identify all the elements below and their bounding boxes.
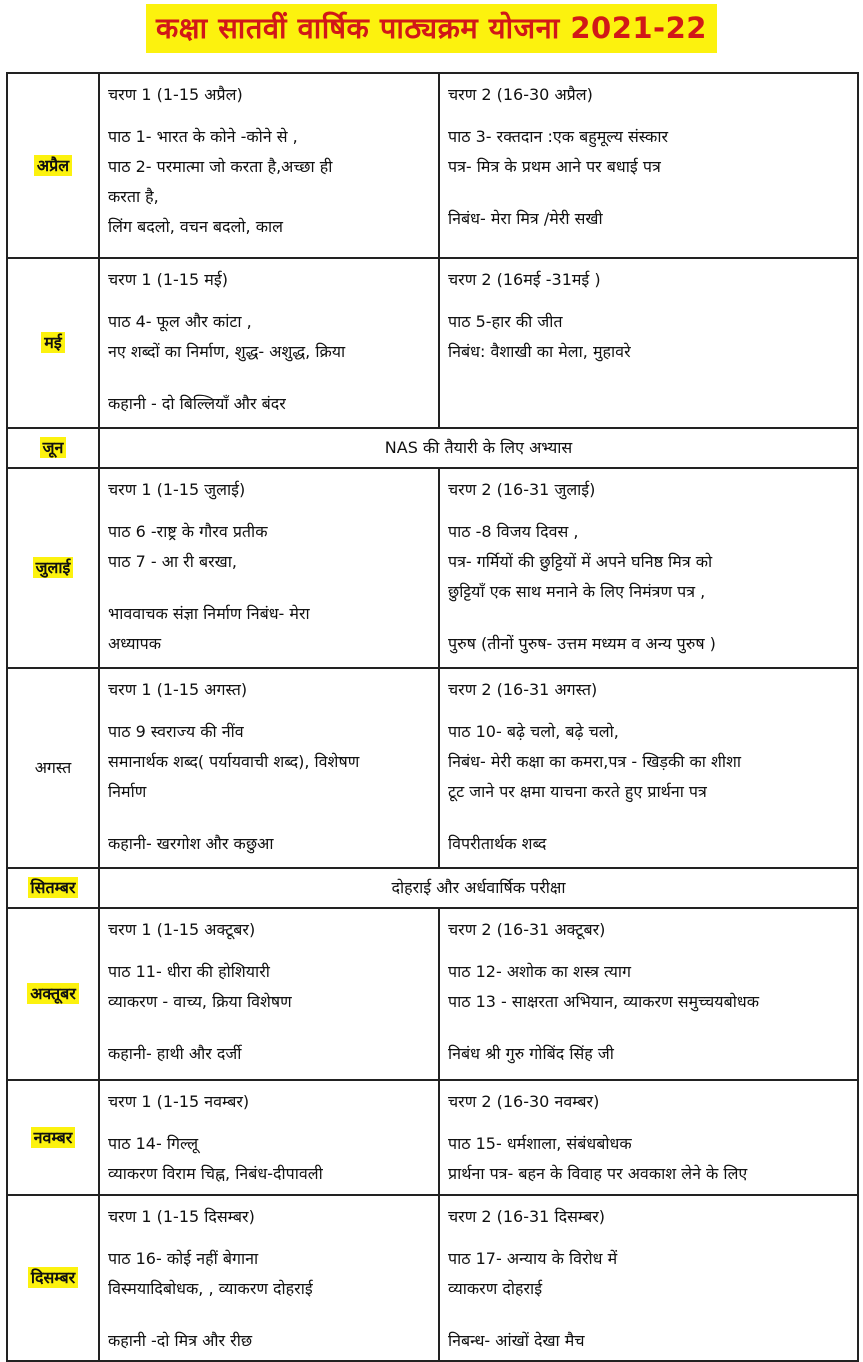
phase-1-cell — [99, 468, 439, 668]
topic-line: व्याकरण दोहराई — [448, 1279, 543, 1298]
phase-2-cell — [439, 468, 858, 668]
month-label: अप्रैल — [34, 155, 72, 176]
topic-line: पाठ 3- रक्तदान :एक बहुमूल्य संस्कार — [448, 127, 669, 146]
topic-line: कहानी- हाथी और दर्जी — [108, 1044, 242, 1063]
phase-heading: चरण 1 (1-15 अगस्त) — [108, 680, 248, 699]
topic-line: पाठ 15- धर्मशाला, संबंधबोधक — [448, 1134, 632, 1153]
phase-heading: चरण 1 (1-15 अक्टूबर) — [108, 920, 256, 939]
topic-line: अध्यापक — [108, 634, 162, 653]
topic-line: कहानी - दो बिल्लियाँ और बंदर — [108, 394, 286, 413]
topic-line: कहानी -दो मित्र और रीछ — [108, 1331, 253, 1350]
spacer — [108, 1304, 432, 1326]
topic-line: नए शब्दों का निर्माण, शुद्ध- अशुद्ध, क्रिया — [108, 342, 346, 361]
topic-line: पाठ 10- बढ़े चलो, बढ़े चलो, — [448, 722, 619, 741]
phase-2-cell — [439, 908, 858, 1080]
topic-line: पाठ 14- गिल्लू — [108, 1134, 199, 1153]
topic-line: पाठ 4- फूल और कांटा , — [108, 312, 252, 331]
topic-line: पाठ 6 -राष्ट्र के गौरव प्रतीक — [108, 522, 268, 541]
phase-1-cell — [99, 908, 439, 1080]
topic-line: निबंध- मेरा मित्र /मेरी सखी — [448, 209, 603, 228]
phase-1-cell — [99, 668, 439, 868]
topic-line: पाठ 13 - साक्षरता अभियान, व्याकरण समुच्चयबोधक — [448, 992, 759, 1011]
curriculum-table — [6, 72, 859, 1362]
topic-line: व्याकरण विराम चिह्न, निबंध-दीपावली — [108, 1164, 323, 1183]
month-label: अगस्त — [34, 758, 72, 777]
phase-heading: चरण 2 (16-30 अप्रैल) — [448, 85, 593, 104]
phase-heading: चरण 1 (1-15 मई) — [108, 270, 228, 289]
month-label: अक्तूबर — [27, 983, 79, 1004]
phase-1-cell — [99, 73, 439, 258]
month-row — [7, 428, 858, 468]
phase-1-cell — [99, 258, 439, 428]
spacer — [108, 577, 432, 599]
month-label: जुलाई — [33, 557, 74, 578]
month-cell — [7, 1080, 99, 1195]
topic-line: कहानी- खरगोश और कछुआ — [108, 834, 274, 853]
month-cell — [7, 468, 99, 668]
topic-line: व्याकरण - वाच्य, क्रिया विशेषण — [108, 992, 292, 1011]
phase-1-cell — [99, 1195, 439, 1361]
month-cell — [7, 868, 99, 908]
curriculum-table-body — [7, 73, 858, 1361]
topic-line: पाठ 12- अशोक का शस्त्र त्याग — [448, 962, 632, 981]
spacer — [448, 607, 851, 629]
phase-heading: चरण 2 (16-31 जुलाई) — [448, 480, 596, 499]
phase-heading: चरण 2 (16-30 नवम्बर) — [448, 1092, 600, 1111]
phase-heading: चरण 2 (16मई -31मई ) — [448, 270, 601, 289]
month-label: जून — [40, 437, 67, 458]
spacer — [448, 182, 851, 204]
topic-line: विस्मयादिबोधक, , व्याकरण दोहराई — [108, 1279, 313, 1298]
phase-2-cell — [439, 258, 858, 428]
topic-line: निबंध: वैशाखी का मेला, मुहावरे — [448, 342, 631, 361]
full-month-activity: दोहराई और अर्धवार्षिक परीक्षा — [99, 868, 858, 908]
topic-line: निर्माण — [108, 782, 147, 801]
topic-line: पाठ -8 विजय दिवस , — [448, 522, 579, 541]
topic-line: करता है, — [108, 187, 159, 206]
month-row — [7, 908, 858, 1080]
phase-heading: चरण 1 (1-15 नवम्बर) — [108, 1092, 250, 1111]
phase-2-cell — [439, 1080, 858, 1195]
topic-line: भाववाचक संज्ञा निर्माण निबंध- मेरा — [108, 604, 310, 623]
topic-line: निबंध- मेरी कक्षा का कमरा,पत्र - खिड़की का शीशा — [448, 752, 742, 771]
topic-line: पत्र- मित्र के प्रथम आने पर बधाई पत्र — [448, 157, 661, 176]
topic-line: पाठ 7 - आ री बरखा, — [108, 552, 237, 571]
topic-line: टूट जाने पर क्षमा याचना करते हुए प्रार्थना पत्र — [448, 782, 707, 801]
phase-1-cell — [99, 1080, 439, 1195]
title-wrap — [0, 4, 863, 53]
month-label: मई — [41, 332, 64, 353]
month-row — [7, 868, 858, 908]
phase-heading: चरण 1 (1-15 दिसम्बर) — [108, 1207, 255, 1226]
month-row — [7, 1080, 858, 1195]
spacer — [108, 1017, 432, 1039]
spacer — [448, 1017, 851, 1039]
topic-line: विपरीतार्थक शब्द — [448, 834, 547, 853]
phase-2-cell — [439, 1195, 858, 1361]
topic-line: पुरुष (तीनों पुरुष- उत्तम मध्यम व अन्य पुरुष ) — [448, 634, 716, 653]
phase-heading: चरण 1 (1-15 जुलाई) — [108, 480, 246, 499]
topic-line: पाठ 16- कोई नहीं बेगाना — [108, 1249, 259, 1268]
topic-line: निबन्ध- आंखों देखा मैच — [448, 1331, 585, 1350]
phase-heading: चरण 2 (16-31 अगस्त) — [448, 680, 598, 699]
topic-line: पाठ 5-हार की जीत — [448, 312, 563, 331]
month-cell — [7, 1195, 99, 1361]
month-row — [7, 468, 858, 668]
topic-line: प्रार्थना पत्र- बहन के विवाह पर अवकाश लेने के लिए — [448, 1164, 748, 1183]
topic-line: पत्र- गर्मियों की छुट्टियों में अपने घनिष्ठ मित्र को — [448, 552, 713, 571]
full-month-activity: NAS की तैयारी के लिए अभ्यास — [99, 428, 858, 468]
topic-line: पाठ 9 स्वराज्य की नींव — [108, 722, 244, 741]
topic-line: पाठ 2- परमात्मा जो करता है,अच्छा ही — [108, 157, 333, 176]
month-row — [7, 73, 858, 258]
spacer — [108, 367, 432, 389]
spacer — [448, 1304, 851, 1326]
topic-line: निबंध श्री गुरु गोबिंद सिंह जी — [448, 1044, 614, 1063]
spacer — [108, 807, 432, 829]
page-title: कक्षा सातवीं वार्षिक पाठ्यक्रम योजना 2021-22 — [146, 4, 717, 53]
phase-heading: चरण 2 (16-31 अक्टूबर) — [448, 920, 606, 939]
month-cell — [7, 668, 99, 868]
month-row — [7, 1195, 858, 1361]
month-row — [7, 668, 858, 868]
topic-line: लिंग बदलो, वचन बदलो, काल — [108, 217, 283, 236]
topic-line: पाठ 17- अन्याय के विरोध में — [448, 1249, 618, 1268]
phase-heading: चरण 2 (16-31 दिसम्बर) — [448, 1207, 606, 1226]
topic-line: पाठ 1- भारत के कोने -कोने से , — [108, 127, 298, 146]
phase-2-cell — [439, 73, 858, 258]
topic-line: समानार्थक शब्द( पर्यायवाची शब्द), विशेषण — [108, 752, 360, 771]
month-label: दिसम्बर — [28, 1267, 78, 1288]
spacer — [448, 807, 851, 829]
month-cell — [7, 73, 99, 258]
month-cell — [7, 908, 99, 1080]
month-label: सितम्बर — [28, 877, 79, 898]
month-cell — [7, 258, 99, 428]
topic-line: छुट्टियाँ एक साथ मनाने के लिए निमंत्रण पत्र , — [448, 582, 706, 601]
month-label: नवम्बर — [31, 1127, 76, 1148]
topic-line: पाठ 11- धीरा की होशियारी — [108, 962, 270, 981]
phase-heading: चरण 1 (1-15 अप्रैल) — [108, 85, 243, 104]
month-row — [7, 258, 858, 428]
phase-2-cell — [439, 668, 858, 868]
month-cell — [7, 428, 99, 468]
